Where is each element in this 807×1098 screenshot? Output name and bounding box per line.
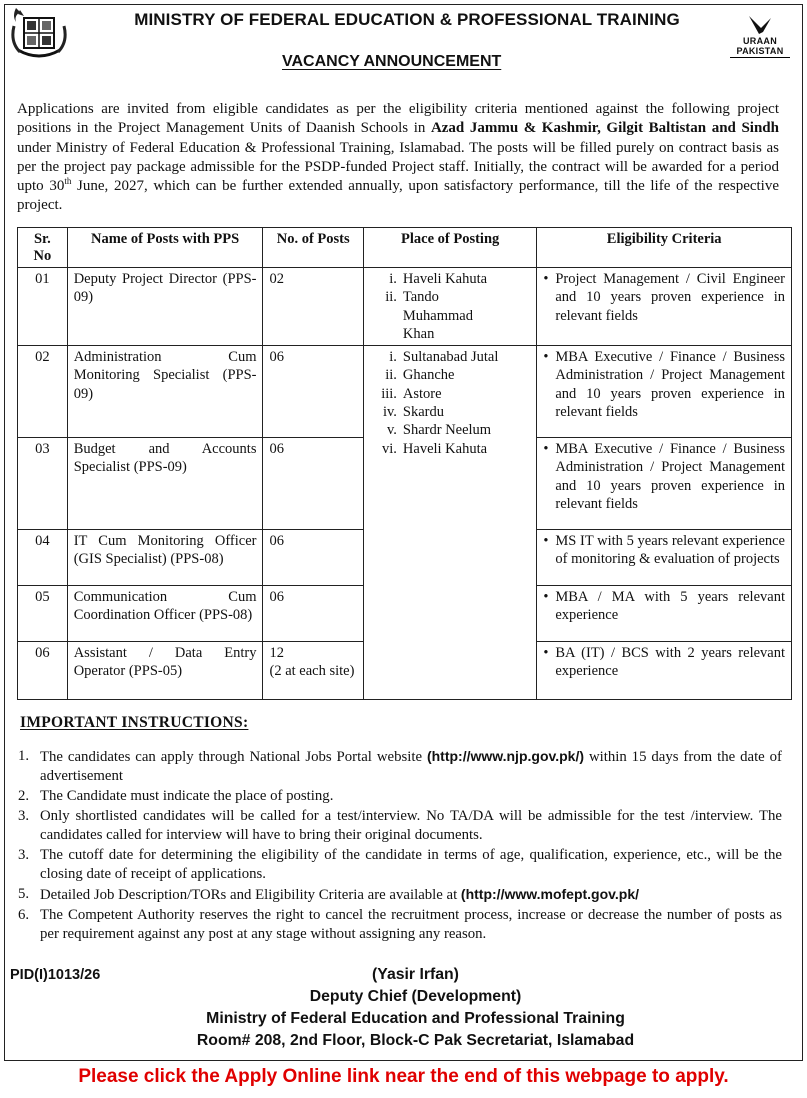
header-no-of-posts: No. of Posts — [263, 228, 363, 268]
header-place-of-posting: Place of Posting — [363, 228, 536, 268]
cell-eligibility: • MS IT with 5 years relevant experience of monitoring & evaluation of projects — [537, 530, 792, 586]
signatory-designation: Deputy Chief (Development) — [309, 988, 522, 1005]
cell-post-name: Budget and Accounts Specialist (PPS-09) — [67, 438, 263, 530]
cell-sr: 02 — [18, 346, 68, 438]
logo-wordmark: URAAN PAKISTAN — [736, 36, 784, 56]
table-row — [18, 346, 792, 438]
list-item: iv. Skardu — [382, 404, 444, 421]
list-item: 3. The cutoff date for determining the eligibility of the candidate in terms of age, qualification, experience, etc., will be the closing date of receipt of applications. — [18, 847, 782, 882]
intro-regions: Azad Jammu & Kashmir, Gilgit Baltistan and Sindh — [430, 120, 779, 137]
header-eligibility: Eligibility Criteria — [537, 228, 792, 268]
list-item: i. Haveli Kahuta — [389, 271, 488, 287]
list-item: ii. Ghanche — [385, 367, 455, 384]
intro-text-3: June, 2027, which can be further extended annually, upon satisfactory performance, till the life of the respective project. — [17, 178, 780, 214]
cell-post-name: Communication Cum Coordination Officer (PPS-08) — [67, 586, 263, 642]
cell-post-name: Administration Cum Monitoring Specialist (PPS-09) — [67, 346, 263, 438]
list-item: 3. Only shortlisted candidates will be called for a test/interview. No TA/DA will be admissible for the test /interview. The candidates called for interview will have to bring their original documents. — [18, 808, 782, 843]
list-item: v. Shardr Neelum — [386, 422, 492, 439]
cell-sr: 01 — [18, 268, 68, 346]
list-item: iii. Astore — [381, 385, 442, 402]
cell-post-name: IT Cum Monitoring Officer (GIS Specialist) (PPS-08) — [67, 530, 263, 586]
ministry-title: MINISTRY OF FEDERAL EDUCATION & PROFESSIONAL TRAINING — [134, 10, 680, 29]
cell-eligibility: • BA (IT) / BCS with 2 years relevant experience — [537, 642, 792, 700]
cell-eligibility: • MBA Executive / Finance / Business Administration / Project Management and 10 years proven experience in relevant fields — [537, 346, 792, 438]
cell-sr: 03 — [18, 438, 68, 530]
cell-posts: 12 (2 at each site) — [263, 642, 363, 700]
cell-sr: 05 — [18, 586, 68, 642]
cell-posts: 02 — [263, 268, 363, 346]
cell-eligibility: • MBA / MA with 5 years relevant experience — [537, 586, 792, 642]
header-sr-no: Sr. No — [18, 228, 68, 268]
table-header-row — [18, 228, 792, 268]
cell-posts: 06 — [263, 438, 363, 530]
uraan-pakistan-logo — [726, 14, 794, 76]
cell-eligibility: • Project Management / Civil Engineer and 10 years proven experience in relevant fields — [537, 268, 792, 346]
cell-posts: 06 — [263, 586, 363, 642]
cell-eligibility: • MBA Executive / Finance / Business Administration / Project Management and 10 years proven experience in relevant fields — [537, 438, 792, 530]
government-emblem-logo — [10, 6, 68, 64]
signatory-name: (Yasir Irfan) — [372, 966, 459, 983]
place-list — [370, 348, 530, 458]
cell-place — [363, 268, 536, 346]
list-item: 6. The Competent Authority reserves the right to cancel the recruitment process, increase or decrease the number of posts as per requirement against any post at any stage without assigning any reason. — [18, 907, 782, 942]
header-post-name: Name of Posts with PPS — [67, 228, 263, 268]
cell-sr: 06 — [18, 642, 68, 700]
cell-post-name: Deputy Project Director (PPS-09) — [67, 268, 263, 346]
intro-text-1: Applications are invited from eligible candidates as per the eligibility criteria mentioned against the following project positions in the Project Management Units of Daanish Schools in — [17, 101, 779, 137]
table-row — [18, 268, 792, 346]
vacancy-table — [17, 227, 792, 700]
intro-paragraph — [17, 100, 779, 216]
list-item: 5. Detailed Job Description/TORs and Eligibility Criteria are available at (http://www.mofept.gov.pk/ — [18, 886, 640, 903]
bird-icon — [745, 14, 775, 36]
njp-link[interactable]: (http://www.njp.gov.pk/) — [426, 748, 585, 764]
list-item: vi. Haveli Kahuta — [382, 440, 488, 457]
signatory-organization: Ministry of Federal Education and Professional Training — [206, 1010, 625, 1027]
list-item: 1. The candidates can apply through National Jobs Portal website (http://www.njp.gov.pk/) within 15 days from the date of advertisement — [18, 748, 782, 784]
list-item: ii. Tando Muhammad Khan — [385, 289, 473, 342]
cell-posts: 06 — [263, 346, 363, 438]
cell-sr: 04 — [18, 530, 68, 586]
cell-post-name: Assistant / Data Entry Operator (PPS-05) — [67, 642, 263, 700]
instructions-list — [18, 747, 782, 945]
instructions-heading: IMPORTANT INSTRUCTIONS: — [20, 714, 249, 731]
signatory-address: Room# 208, 2nd Floor, Block-C Pak Secretariat, Islamabad — [196, 1032, 635, 1049]
intro-text-2: under Ministry of Federal Education & Professional Training, Islamabad. The posts will be filled purely on contract basis as per the project pay package admissible for the PSDP-funded Project staff. Initially, the contract will be awarded for a period upto 30 — [17, 139, 779, 195]
cell-posts: 06 — [263, 530, 363, 586]
place-list — [370, 270, 530, 343]
list-item: i. Sultanabad Jutal — [389, 349, 499, 366]
pid-number: PID(I)1013/26 — [10, 967, 101, 983]
intro-superscript: th — [64, 176, 72, 187]
mofept-link[interactable]: (http://www.mofept.gov.pk/ — [460, 886, 640, 902]
cell-place-shared — [363, 346, 536, 700]
list-item: 2. The Candidate must indicate the place of posting. — [18, 788, 334, 804]
announcement-title: VACANCY ANNOUNCEMENT — [282, 53, 502, 70]
apply-online-notice: Please click the Apply Online link near the end of this webpage to apply. — [78, 1066, 729, 1087]
